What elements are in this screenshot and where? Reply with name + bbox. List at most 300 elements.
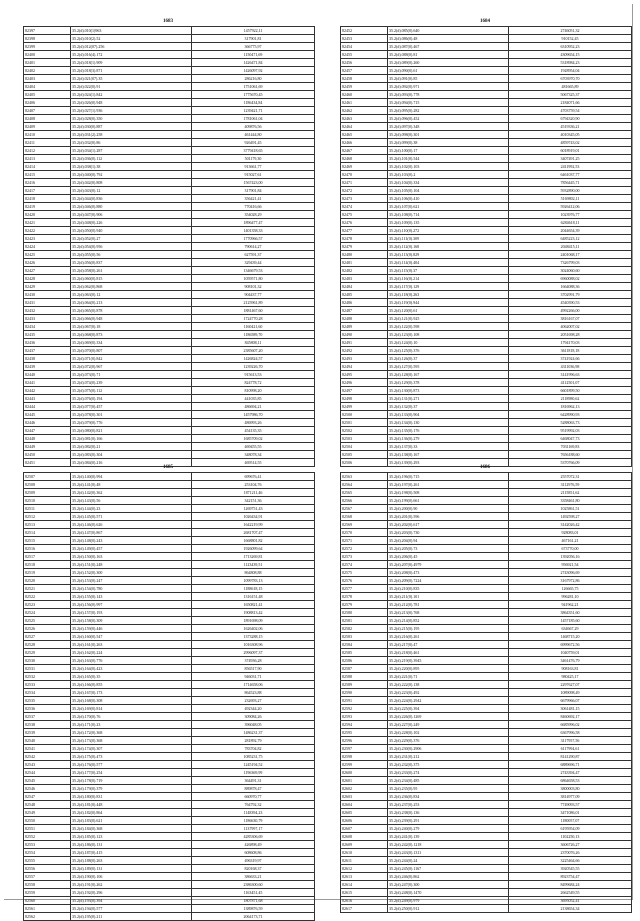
row-number-cell: 82528 <box>24 641 71 649</box>
amount-cell: 810998,20 <box>192 387 315 395</box>
table-row <box>341 897 632 905</box>
amount-cell: 2297627,07 <box>509 681 632 689</box>
table-row <box>24 51 315 59</box>
row-number-cell: 82587 <box>341 665 388 673</box>
row-number-cell: 82483 <box>341 275 388 283</box>
cadastral-code-cell: 35.2(d).108(0).714 <box>388 211 509 219</box>
table-row <box>341 259 632 267</box>
panel-page-number: 1685 <box>163 465 173 470</box>
table-row <box>24 633 315 641</box>
table-row <box>341 481 632 489</box>
row-number-cell: 82586 <box>341 657 388 665</box>
table-row <box>341 673 632 681</box>
row-number-cell: 82603 <box>341 793 388 801</box>
amount-cell: 1457922,11 <box>192 27 315 35</box>
table-row <box>24 379 315 387</box>
amount-cell: 7031169,83 <box>509 443 632 451</box>
cadastral-code-cell: 35.2(d).085(0).640 <box>388 27 509 35</box>
table-row <box>341 35 632 43</box>
cadastral-code-cell: 35.2(d).176(0).577 <box>71 761 192 769</box>
amount-cell: 9519992,03 <box>509 427 632 435</box>
table-row <box>24 131 315 139</box>
table-row <box>24 593 315 601</box>
cadastral-code-cell: 35.2(d).206(0).45 <box>388 553 509 561</box>
table-row <box>24 785 315 793</box>
table-row <box>341 419 632 427</box>
row-number-cell: 82500 <box>341 411 388 419</box>
row-number-cell: 82464 <box>341 123 388 131</box>
row-number-cell: 82461 <box>341 99 388 107</box>
amount-cell: 364491,31 <box>192 777 315 785</box>
cadastral-code-cell: 35.2(d).159(0).446 <box>71 625 192 633</box>
cadastral-code-cell: 35.2(d).235(0).95 <box>388 785 509 793</box>
cadastral-code-cell: 35.2(d).234(0).485 <box>388 777 509 785</box>
row-number-cell: 82571 <box>341 537 388 545</box>
row-number-cell: 82426 <box>24 259 71 267</box>
table-row <box>341 331 632 339</box>
table-row <box>341 235 632 243</box>
amount-cell: 3814977,09 <box>509 793 632 801</box>
cadastral-code-cell: 35.2(d).027(1).936 <box>71 107 192 115</box>
cadastral-code-cell: 35.2(d).128(0).167 <box>388 371 509 379</box>
cadastral-code-cell: 35.2(d).153(0).247 <box>71 577 192 585</box>
table-row <box>24 371 315 379</box>
amount-cell: 1239421,71 <box>192 107 315 115</box>
table-row <box>24 83 315 91</box>
amount-cell: 1186589,70 <box>192 331 315 339</box>
amount-cell: 1928954,04 <box>509 67 632 75</box>
amount-cell: 1059571,80 <box>192 275 315 283</box>
amount-cell: 1668801,82 <box>192 537 315 545</box>
table-row <box>24 881 315 889</box>
row-number-cell: 82408 <box>24 115 71 123</box>
row-number-cell: 82579 <box>341 601 388 609</box>
table-row <box>341 195 632 203</box>
table-row <box>24 147 315 155</box>
amount-cell: 908163,81 <box>509 665 632 673</box>
amount-cell: 1040759,01 <box>509 649 632 657</box>
amount-cell: 1389876,59 <box>192 905 315 913</box>
amount-cell: 3461476,79 <box>509 657 632 665</box>
row-number-cell: 82401 <box>24 59 71 67</box>
row-number-cell: 82536 <box>24 705 71 713</box>
row-number-cell: 82519 <box>24 569 71 577</box>
ledger-panel-1683 <box>23 17 313 467</box>
cadastral-code-cell: 35.2(d).179(0).379 <box>71 785 192 793</box>
cadastral-code-cell: 35.2(d).178(0).719 <box>71 777 192 785</box>
amount-cell: 1642219,99 <box>192 521 315 529</box>
cadastral-code-cell: 35.2(d).183(0).621 <box>71 817 192 825</box>
cadastral-code-cell: 35.2(d).154(0).780 <box>71 585 192 593</box>
row-number-cell: 82564 <box>341 481 388 489</box>
table-row <box>24 625 315 633</box>
table-row <box>341 873 632 881</box>
row-number-cell: 82487 <box>341 307 388 315</box>
table-row <box>24 355 315 363</box>
amount-cell: 699676,41 <box>192 473 315 481</box>
table-row <box>24 435 315 443</box>
cadastral-code-cell: 35.2(d).075(0).112 <box>71 387 192 395</box>
row-number-cell: 82589 <box>341 681 388 689</box>
row-number-cell: 82593 <box>341 713 388 721</box>
table-row <box>24 339 315 347</box>
amount-cell: 426898,49 <box>192 841 315 849</box>
amount-cell: 317901,81 <box>192 35 315 43</box>
ledger-table-body <box>24 27 315 467</box>
amount-cell: 1426824,57 <box>192 355 315 363</box>
table-row <box>24 585 315 593</box>
amount-cell: 1457185,60 <box>509 617 632 625</box>
table-row <box>24 395 315 403</box>
row-number-cell: 82582 <box>341 625 388 633</box>
row-number-cell: 82561 <box>24 905 71 913</box>
amount-cell: 5932890,00 <box>509 187 632 195</box>
row-number-cell: 82577 <box>341 585 388 593</box>
table-row <box>24 179 315 187</box>
cadastral-code-cell: 35.2(d).242(0).1218 <box>388 841 509 849</box>
amount-cell: 2386300,60 <box>192 881 315 889</box>
table-row <box>24 107 315 115</box>
amount-cell: 1196369,99 <box>192 769 315 777</box>
cadastral-code-cell: 35.2(d).207(0).4979 <box>388 561 509 569</box>
amount-cell: 1160421,60 <box>192 323 315 331</box>
table-row <box>24 75 315 83</box>
row-number-cell: 82553 <box>24 841 71 849</box>
table-row <box>24 331 315 339</box>
row-number-cell: 82443 <box>24 395 71 403</box>
table-row <box>24 905 315 913</box>
amount-cell: 1150471,69 <box>192 51 315 59</box>
row-number-cell: 82444 <box>24 403 71 411</box>
cadastral-code-cell: 35.2(d).100(0).17 <box>388 147 509 155</box>
amount-cell: 3695052,41 <box>509 897 632 905</box>
cadastral-code-cell: 35.2(d).138(0).167 <box>388 451 509 459</box>
amount-cell: 1186434,84 <box>192 99 315 107</box>
cadastral-code-cell: 35.2(d).134(0).130 <box>388 419 509 427</box>
cadastral-code-cell: 35.2(d).243(0).1311 <box>388 849 509 857</box>
amount-cell: 2044654,39 <box>509 227 632 235</box>
table-row <box>341 665 632 673</box>
amount-cell: 790614,27 <box>192 243 315 251</box>
cadastral-code-cell: 35.2(d).148(0).243 <box>71 537 192 545</box>
amount-cell: 6685996,02 <box>509 721 632 729</box>
cadastral-code-cell: 35.2(d).180(0).831 <box>71 793 192 801</box>
row-number-cell: 82466 <box>341 139 388 147</box>
row-number-cell: 82449 <box>24 443 71 451</box>
table-row <box>341 697 632 705</box>
cadastral-code-cell: 35.2(d).073(0).71 <box>71 371 192 379</box>
amount-cell: 2996097,37 <box>192 649 315 657</box>
cadastral-code-cell: 35.2(d).127(0).595 <box>388 363 509 371</box>
row-number-cell: 82527 <box>24 633 71 641</box>
amount-cell: 6195954,09 <box>509 825 632 833</box>
table-row <box>341 339 632 347</box>
row-number-cell: 82515 <box>24 537 71 545</box>
cadastral-code-cell: 35.2(d).090(0).61 <box>388 67 509 75</box>
table-row <box>341 825 632 833</box>
row-number-cell: 82477 <box>341 227 388 235</box>
row-number-cell: 82434 <box>24 323 71 331</box>
row-number-cell: 82570 <box>341 529 388 537</box>
amount-cell: 3864351,60 <box>509 609 632 617</box>
amount-cell: 1567423,00 <box>192 179 315 187</box>
table-row <box>24 689 315 697</box>
amount-cell: 1724770,28 <box>192 315 315 323</box>
amount-cell: 946031,71 <box>192 673 315 681</box>
row-number-cell: 82437 <box>24 347 71 355</box>
cadastral-code-cell: 35.2(d).091(0).85 <box>388 75 509 83</box>
amount-cell: 1089098,49 <box>509 689 632 697</box>
row-number-cell: 82459 <box>341 83 388 91</box>
row-number-cell: 82569 <box>341 521 388 529</box>
cadastral-code-cell: 35.2(d).044(0).836 <box>71 195 192 203</box>
amount-cell: 481665,89 <box>509 83 632 91</box>
amount-cell: 2118980,62 <box>509 395 632 403</box>
table-row <box>341 355 632 363</box>
cadastral-code-cell: 35.2(d).157(0).193 <box>71 609 192 617</box>
amount-cell: 627591,37 <box>192 251 315 259</box>
row-number-cell: 82436 <box>24 339 71 347</box>
cadastral-code-cell: 35.2(d).238(0).136 <box>388 809 509 817</box>
cadastral-code-cell: 35.2(d).089(0).260 <box>388 59 509 67</box>
amount-cell: 1486231,37 <box>192 729 315 737</box>
amount-cell: 3816167,07 <box>509 315 632 323</box>
amount-cell: 6703970,70 <box>509 75 632 83</box>
row-number-cell: 82548 <box>24 801 71 809</box>
table-row <box>341 387 632 395</box>
table-row <box>24 753 315 761</box>
row-number-cell: 82563 <box>341 473 388 481</box>
cadastral-code-cell: 35.2(d).050(0).940 <box>71 227 192 235</box>
table-row <box>341 705 632 713</box>
table-row <box>24 139 315 147</box>
table-row <box>341 179 632 187</box>
cadastral-code-cell: 35.2(d).197(0).261 <box>388 481 509 489</box>
row-number-cell: 82574 <box>341 561 388 569</box>
amount-cell: 673770,00 <box>509 545 632 553</box>
amount-cell: 7326799,03 <box>509 259 632 267</box>
cadastral-code-cell: 35.2(d).038(1).38 <box>71 163 192 171</box>
table-row <box>341 211 632 219</box>
row-number-cell: 82617 <box>341 905 388 913</box>
row-number-cell: 82460 <box>341 91 388 99</box>
amount-cell: 7749093,57 <box>509 801 632 809</box>
cadastral-code-cell: 35.2(d).135(0).176 <box>388 427 509 435</box>
row-number-cell: 82432 <box>24 307 71 315</box>
row-number-cell: 82427 <box>24 267 71 275</box>
cadastral-code-cell: 35.2(d).086(0).48 <box>388 35 509 43</box>
row-number-cell: 82607 <box>341 825 388 833</box>
table-row <box>24 211 315 219</box>
row-number-cell: 82591 <box>341 697 388 705</box>
table-row <box>341 489 632 497</box>
amount-cell: 253104,76 <box>192 481 315 489</box>
cadastral-code-cell: 35.2(d).223(0).492 <box>388 689 509 697</box>
cadastral-code-cell: 35.2(d).092(0).971 <box>388 83 509 91</box>
amount-cell: 864523,88 <box>192 689 315 697</box>
amount-cell: 3407491,25 <box>509 155 632 163</box>
cadastral-code-cell: 35.2(d).212(0).781 <box>388 601 509 609</box>
row-number-cell: 82601 <box>341 777 388 785</box>
row-number-cell: 82598 <box>341 753 388 761</box>
cadastral-code-cell: 35.2(d).158(0).309 <box>71 617 192 625</box>
table-row <box>341 363 632 371</box>
cadastral-code-cell: 35.2(d).116(0).214 <box>388 275 509 283</box>
amount-cell: 348078,34 <box>192 451 315 459</box>
row-number-cell: 82462 <box>341 107 388 115</box>
ledger-table <box>23 472 315 921</box>
table-row <box>24 363 315 371</box>
row-number-cell: 82398 <box>24 35 71 43</box>
table-row <box>341 115 632 123</box>
cadastral-code-cell: 35.2(d).204(0).94 <box>388 537 509 545</box>
cadastral-code-cell: 35.2(d).082(0).21 <box>71 443 192 451</box>
amount-cell: 3167972,86 <box>509 577 632 585</box>
row-number-cell: 82505 <box>341 451 388 459</box>
cadastral-code-cell: 35.2(d).121(0).925 <box>388 315 509 323</box>
cadastral-code-cell: 35.2(d).076(0).194 <box>71 395 192 403</box>
cadastral-code-cell: 35.2(d).022(0).91 <box>71 83 192 91</box>
row-number-cell: 82512 <box>24 513 71 521</box>
amount-cell: 783704,82 <box>192 745 315 753</box>
table-row <box>24 155 315 163</box>
table-row <box>24 505 315 513</box>
row-number-cell: 82610 <box>341 849 388 857</box>
amount-cell: 366775,97 <box>192 43 315 51</box>
table-row <box>341 633 632 641</box>
table-row <box>24 259 315 267</box>
row-number-cell: 82479 <box>341 243 388 251</box>
row-number-cell: 82442 <box>24 387 71 395</box>
table-row <box>24 577 315 585</box>
row-number-cell: 82409 <box>24 123 71 131</box>
cadastral-code-cell: 35.2(d).133(0).904 <box>388 411 509 419</box>
table-row <box>341 601 632 609</box>
panel-page-number: 1683 <box>163 19 173 24</box>
table-row <box>24 617 315 625</box>
row-number-cell: 82435 <box>24 331 71 339</box>
table-row <box>24 873 315 881</box>
amount-cell: 2681707,47 <box>192 529 315 537</box>
row-number-cell: 82450 <box>24 451 71 459</box>
cadastral-code-cell: 35.2(d).248(0).1470 <box>388 889 509 897</box>
table-row <box>341 505 632 513</box>
amount-cell: 764792,32 <box>192 801 315 809</box>
amount-cell: 469455,55 <box>192 443 315 451</box>
amount-cell: 7856445,71 <box>509 179 632 187</box>
amount-cell: 1896477,47 <box>192 219 315 227</box>
amount-cell: 2746051,32 <box>509 27 632 35</box>
amount-cell: 5067325,37 <box>509 91 632 99</box>
row-number-cell: 82476 <box>341 219 388 227</box>
table-row <box>341 625 632 633</box>
row-number-cell: 82546 <box>24 785 71 793</box>
table-row <box>341 577 632 585</box>
row-number-cell: 82605 <box>341 809 388 817</box>
amount-cell: 4540390,53 <box>509 299 632 307</box>
table-row <box>24 777 315 785</box>
cadastral-code-cell: 35.2(d).010(1)963 <box>71 27 192 35</box>
table-row <box>24 291 315 299</box>
table-row <box>24 251 315 259</box>
amount-cell: 1781061,04 <box>192 115 315 123</box>
cadastral-code-cell: 35.2(d).136(0).279 <box>388 435 509 443</box>
table-row <box>341 171 632 179</box>
table-row <box>24 521 315 529</box>
amount-cell: 915027,61 <box>192 171 315 179</box>
cadastral-code-cell: 35.2(d).063(0).12 <box>71 291 192 299</box>
row-number-cell: 82549 <box>24 809 71 817</box>
table-row <box>341 107 632 115</box>
row-number-cell: 82446 <box>24 419 71 427</box>
row-number-cell: 82541 <box>24 745 71 753</box>
amount-cell: 5926412,06 <box>509 203 632 211</box>
table-row <box>341 609 632 617</box>
cadastral-code-cell: 35.2(d).187(0).415 <box>71 849 192 857</box>
table-row <box>341 769 632 777</box>
row-number-cell: 82584 <box>341 641 388 649</box>
table-row <box>341 641 632 649</box>
table-row <box>341 147 632 155</box>
row-number-cell: 82400 <box>24 51 71 59</box>
row-number-cell: 82407 <box>24 107 71 115</box>
row-number-cell: 82525 <box>24 617 71 625</box>
table-row <box>341 451 632 459</box>
amount-cell: 8499684,24 <box>509 881 632 889</box>
amount-cell: 1099783,13 <box>192 577 315 585</box>
table-row <box>24 737 315 745</box>
cadastral-code-cell: 35.2(d).190(0).106 <box>71 873 192 881</box>
table-row <box>24 27 315 35</box>
cadastral-code-cell: 35.2(d).077(0).457 <box>71 403 192 411</box>
ledger-panel-1684 <box>340 17 630 467</box>
cadastral-code-cell: 35.2(d).186(0).131 <box>71 841 192 849</box>
cadastral-code-cell: 35.2(d).101(0).544 <box>388 155 509 163</box>
table-row <box>24 649 315 657</box>
row-number-cell: 82615 <box>341 889 388 897</box>
table-row <box>341 713 632 721</box>
row-number-cell: 82580 <box>341 609 388 617</box>
amount-cell: 941962,21 <box>509 601 632 609</box>
amount-cell: 1871211,46 <box>192 489 315 497</box>
amount-cell: 845808,11 <box>192 339 315 347</box>
cadastral-code-cell: 35.2(d).181(0).448 <box>71 801 192 809</box>
cadastral-code-cell: 35.2(d).103(0).2 <box>388 171 509 179</box>
row-number-cell: 82410 <box>24 131 71 139</box>
row-number-cell: 82516 <box>24 545 71 553</box>
row-number-cell: 82465 <box>341 131 388 139</box>
table-row <box>24 235 315 243</box>
cadastral-code-cell: 35.2(d).125(0).376 <box>388 347 509 355</box>
cadastral-code-cell: 35.2(d).098(0).301 <box>388 131 509 139</box>
cadastral-code-cell: 35.2(d).065(0).878 <box>71 307 192 315</box>
amount-cell: 820168,37 <box>192 865 315 873</box>
table-row <box>24 123 315 131</box>
cadastral-code-cell: 35.2(d).024(1).842 <box>71 91 192 99</box>
row-number-cell: 82486 <box>341 299 388 307</box>
amount-cell: 3800003,80 <box>509 785 632 793</box>
row-number-cell: 82480 <box>341 251 388 259</box>
cadastral-code-cell: 35.2(d).218(0).461 <box>388 649 509 657</box>
amount-cell: 996281,10 <box>509 593 632 601</box>
amount-cell: 126665,75 <box>509 585 632 593</box>
amount-cell: 6864658,53 <box>509 777 632 785</box>
row-number-cell: 82599 <box>341 761 388 769</box>
amount-cell: 354028,29 <box>192 211 315 219</box>
amount-cell: 1346679,53 <box>192 267 315 275</box>
cadastral-code-cell: 35.2(d).217(0).47 <box>388 641 509 649</box>
row-number-cell: 82456 <box>341 59 388 67</box>
